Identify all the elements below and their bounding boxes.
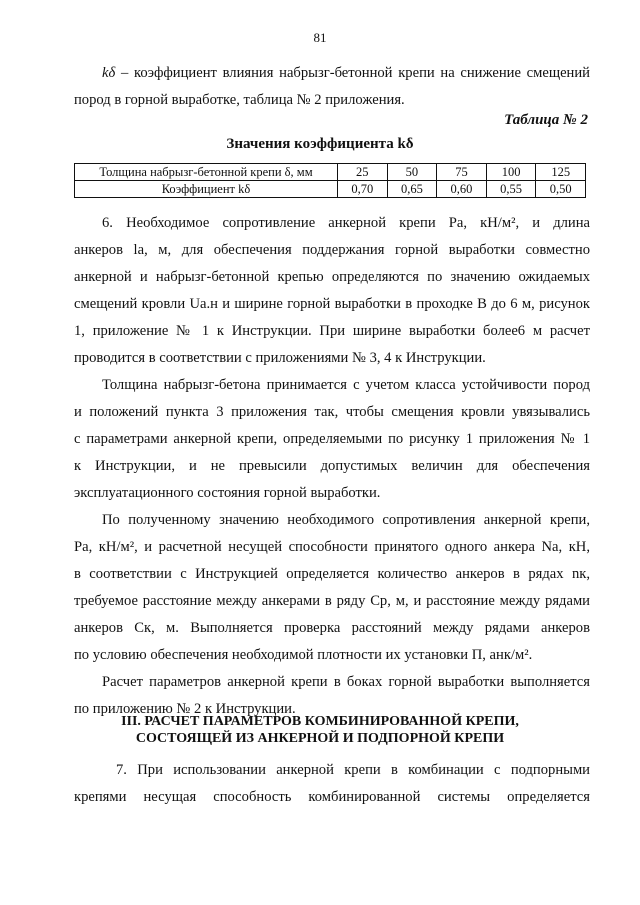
table-cell: 0,60 bbox=[437, 181, 487, 198]
para-resistance-line: в соответствии с Инструкцией определяется количество анкеров в рядах nк, bbox=[74, 566, 590, 582]
row-label-coefficient: Коэффициент kδ bbox=[75, 181, 338, 198]
k-delta-table bbox=[74, 163, 586, 198]
intro-line-2: пород в горной выработке, таблица № 2 приложения. bbox=[74, 92, 405, 108]
para-6-line: 6. Необходимое сопротивление анкерной крепи Pа, кН/м², и длина bbox=[102, 215, 590, 231]
section-heading-line: СОСТОЯЩЕЙ ИЗ АНКЕРНОЙ И ПОДПОРНОЙ КРЕПИ bbox=[135, 731, 505, 746]
para-thickness-line: Толщина набрызг-бетона принимается с учетом класса устойчивости пород bbox=[102, 377, 590, 393]
para-resistance-line: по условию обеспечения необходимой плотности их установки П, анк/м². bbox=[74, 647, 533, 663]
para-thickness-line: эксплуатационного состояния горной выработки. bbox=[74, 485, 381, 501]
para-resistance-line: Pа, кН/м², и расчетной несущей способности принятого одного анкера Nа, кН, bbox=[74, 539, 590, 555]
table-cell: 75 bbox=[437, 164, 487, 181]
para-sides-line: Расчет параметров анкерной крепи в боках горной выработки выполняется bbox=[102, 674, 590, 690]
intro-line-1 bbox=[74, 60, 590, 87]
section-heading-line: III. РАСЧЕТ ПАРАМЕТРОВ КОМБИНИРОВАННОЙ КРЕПИ, bbox=[121, 714, 519, 729]
para-resistance-line: По полученному значению необходимого сопротивления анкерной крепи, bbox=[102, 512, 590, 528]
section-heading bbox=[0, 713, 640, 747]
table-cell: 125 bbox=[536, 164, 586, 181]
table-row bbox=[75, 181, 586, 198]
table-cell: 0,55 bbox=[486, 181, 536, 198]
para-resistance-line: анкеров Cк, м. Выполняется проверка расстояний между рядами анкеров bbox=[74, 620, 590, 636]
para-thickness-line: с параметрами анкерной крепи, определяемыми по рисунку 1 приложения № 1 bbox=[74, 431, 590, 447]
para-thickness-line: и положений пункта 3 приложения так, чтобы смещения кровли увязывались bbox=[74, 404, 590, 420]
para-thickness-line: к Инструкции, и не превысили допустимых величин для обеспечения bbox=[74, 458, 590, 474]
para-6-line: 1, приложение № 1 к Инструкции. При ширине выработки более6 м расчет bbox=[74, 323, 590, 339]
para-7-line: крепями несущая способность комбинированной системы определяется bbox=[74, 789, 590, 805]
table-cell: 0,50 bbox=[536, 181, 586, 198]
intro-line-1-text: – коэффициент влияния набрызг-бетонной крепи на снижение смещений bbox=[115, 65, 590, 81]
table-title: Значения коэффициента kδ bbox=[226, 136, 414, 152]
para-6-line: анкерной и набрызг-бетонной крепью определяются по значению ожидаемых bbox=[74, 269, 590, 285]
page-number: 81 bbox=[313, 30, 327, 45]
para-resistance-line: требуемое расстояние между анкерами в ряду Cр, м, и расстояние между рядами bbox=[74, 593, 590, 609]
table-cell: 50 bbox=[387, 164, 437, 181]
para-6-line: проводится в соответствии с приложениями № 3, 4 к Инструкции. bbox=[74, 350, 486, 366]
para-6-line: анкеров lа, м, для обеспечения поддержания горной выработки совместно bbox=[74, 242, 590, 258]
table-cell: 100 bbox=[486, 164, 536, 181]
table-cell: 0,70 bbox=[338, 181, 388, 198]
para-sides-line: по приложению № 2 к Инструкции. bbox=[74, 701, 296, 717]
table-caption: Таблица № 2 bbox=[504, 112, 588, 128]
para-7-line: 7. При использовании анкерной крепи в комбинации с подпорными bbox=[116, 762, 590, 778]
k-delta-symbol: kδ bbox=[102, 65, 116, 81]
para-6-line: смещений кровли Uа.н и ширине горной выработки в проходке B до 6 м, рисунок bbox=[74, 296, 590, 312]
table-cell: 0,65 bbox=[387, 181, 437, 198]
table-cell: 25 bbox=[338, 164, 388, 181]
table-row bbox=[75, 164, 586, 181]
row-label-thickness: Толщина набрызг-бетонной крепи δ, мм bbox=[75, 164, 338, 181]
